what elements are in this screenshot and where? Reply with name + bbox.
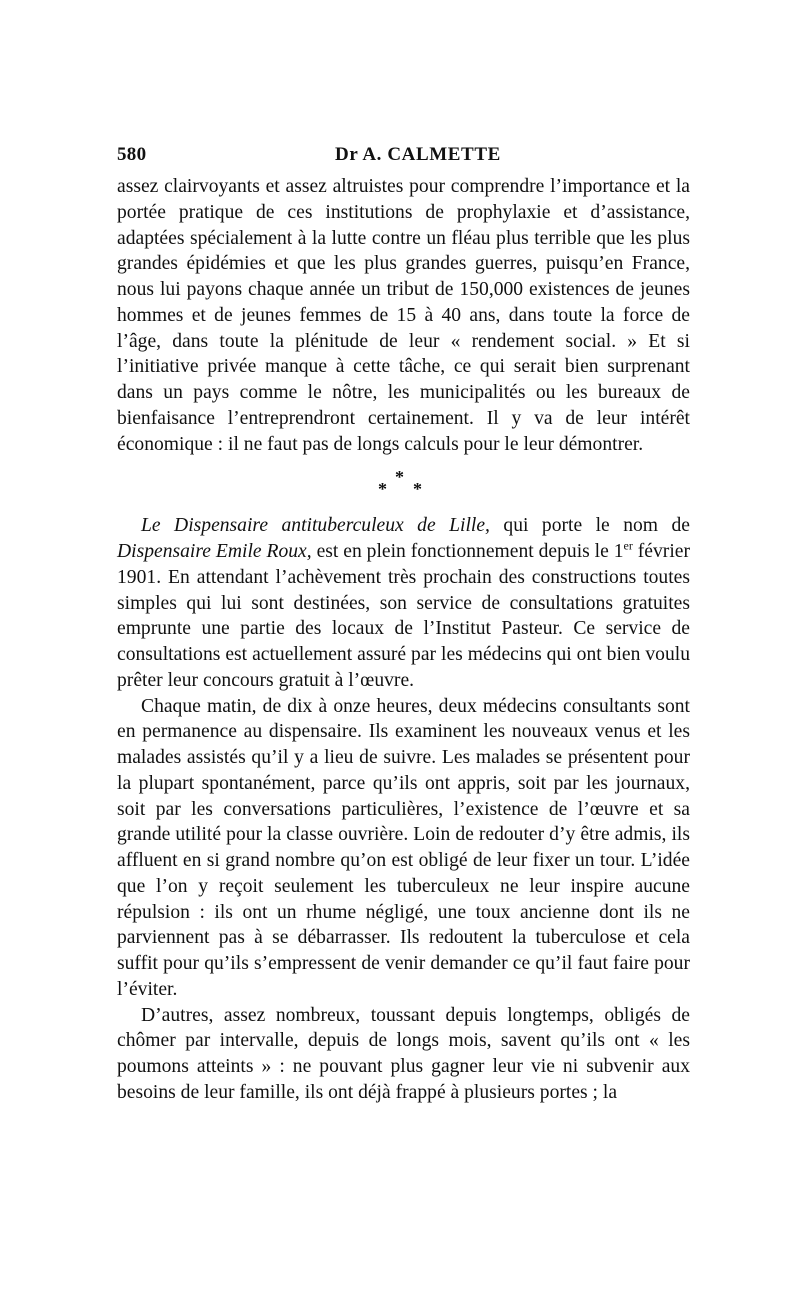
page-number: 580	[117, 144, 147, 165]
paragraph-continued: assez clairvoyants et assez altruistes pour comprendre l’importance et la portée pratique de ces institutions de prophylaxie et d’assistance, adaptées spécialement à la lutte contre un fléau plus terrible que les plus grandes épidémies et que les plus grandes guerres, puisqu’en France, nous lui payons chaque année un tribut de 150,000 existences de jeunes hommes et de jeunes femmes de 15 à 40 ans, dans toute la force de l’âge, dans toute la plénitude de leur « rendement social. » Et si l’initiative privée manque à cette tâche, ce qui serait bien surprenant dans un pays comme le nôtre, les municipalités ou les bureaux de bienfaisance l’entreprendront certainement. Il y va de leur intérêt économique : il ne faut pas de longs calculs pour le leur démontrer.	[117, 176, 690, 455]
asterism-star-left: *	[378, 479, 387, 500]
running-head	[117, 144, 690, 170]
running-title: Dr A. CALMETTE	[335, 144, 501, 165]
dispensaire-name-italic: Le Dispensaire antituberculeux de Lille,	[141, 515, 490, 537]
paragraph-text-segment: est en plein fonctionnement depuis le 1	[311, 541, 624, 562]
paragraph-others: D’autres, assez nombreux, toussant depuis longtemps, obligés de chômer par intervalle, depuis de longs mois, savent qu’ils ont « les poumons atteints » : ne pouvant plus gagner leur vie ni subvenir aux besoins de leur famille, ils ont déjà frappé à plusieurs portes ; la	[117, 1004, 690, 1103]
asterism-star-right: *	[413, 479, 422, 500]
paragraph-consultations: Chaque matin, de dix à onze heures, deux médecins consultants sont en permanence au dispensaire. Ils examinent les nouveaux venus et les malades assistés qu’il y a lieu de suivre. Les malades se présentent pour la plupart spontanément, parce qu’ils ont appris, soit par les journaux, soit par les conversations particulières, l’existence de l’œuvre et sa grande utilité pour la classe ouvrière. Loin de redouter d’y être admis, ils affluent en si grand nombre qu’on est obligé de leur fixer un tour. L’idée que l’on y reçoit seulement les tuberculeux ne leur inspire aucune répulsion : ils ont un rhume négligé, une toux ancienne dont ils ne parviennent pas à se débarrasser. Ils redoutent la tuberculose et cela suffit pour qu’ils s’empressent de venir demander ce qu’il faut faire pour l’éviter.	[117, 695, 690, 1000]
asterism-separator	[117, 457, 690, 513]
asterism-star-top: *	[395, 467, 404, 488]
body-text	[117, 174, 690, 1106]
ordinal-superscript: er	[623, 538, 633, 553]
dispensaire-roux-italic: Dispensaire Emile Roux,	[117, 541, 312, 562]
paragraph-dispensaire	[117, 513, 690, 693]
paragraph-text-segment: qui porte le nom de	[489, 515, 690, 537]
paragraph-text-segment: février 1901. En attendant l’achèvement très prochain des constructions toutes simples qui lui sont destinées, son service de consultations gratuites emprunte une partie des locaux de l’Institut Pasteur. Ce service de consultations est actuellement assuré par les médecins qui ont bien voulu prêter leur concours gratuit à l’œuvre.	[117, 541, 690, 691]
